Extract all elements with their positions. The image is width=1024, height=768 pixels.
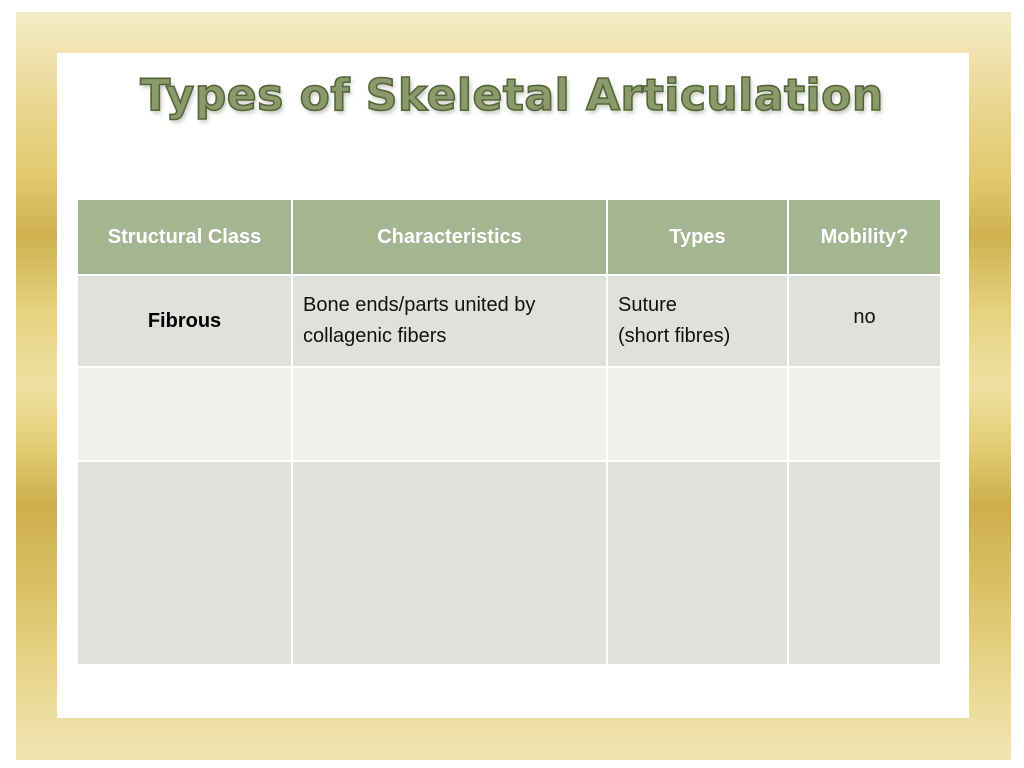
header-characteristics: Characteristics (292, 199, 607, 275)
empty-cell (292, 367, 607, 461)
empty-cell (607, 461, 788, 665)
types-line: Suture (618, 294, 677, 316)
characteristics-line: Bone ends/parts united by (303, 294, 536, 316)
articulation-table (76, 198, 942, 666)
empty-cell (292, 461, 607, 665)
table-header-row (77, 199, 941, 275)
empty-cell (788, 367, 941, 461)
empty-cell (788, 461, 941, 665)
cell-characteristics (292, 275, 607, 367)
table-row-empty (77, 367, 941, 461)
empty-cell (77, 367, 292, 461)
characteristics-line: collagenic fibers (303, 325, 447, 347)
empty-cell (607, 367, 788, 461)
cell-mobility: no (788, 275, 941, 367)
slide-title: Types of Skeletal Articulation (140, 70, 884, 121)
header-structural-class: Structural Class (77, 199, 292, 275)
header-types: Types (607, 199, 788, 275)
empty-cell (77, 461, 292, 665)
header-mobility: Mobility? (788, 199, 941, 275)
table-row-empty (77, 461, 941, 665)
types-line: (short fibres) (618, 325, 731, 347)
cell-structural-class: Fibrous (77, 275, 292, 367)
table-row (77, 275, 941, 367)
cell-types (607, 275, 788, 367)
